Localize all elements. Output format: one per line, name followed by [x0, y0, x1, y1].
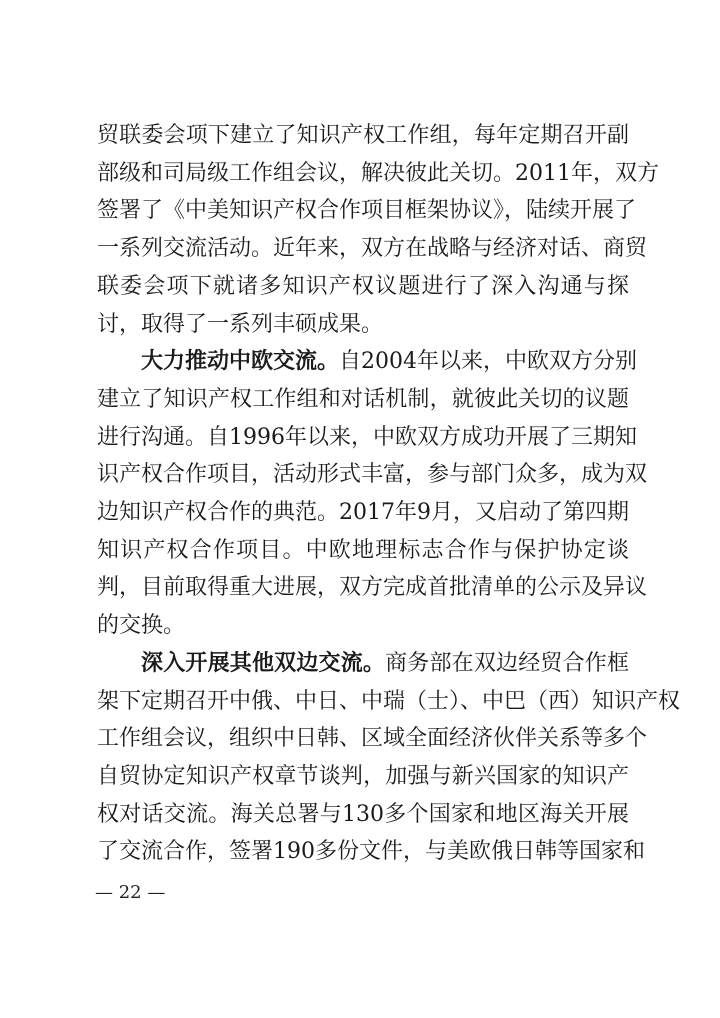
- text-line: 自贸协定知识产权章节谈判，加强与新兴国家的知识产: [97, 764, 629, 789]
- text-line: 工作组会议，组织中日韩、区域全面经济伙伴关系等多个: [97, 726, 648, 751]
- paragraph-heading: 大力推动中欧交流。: [141, 349, 340, 374]
- text-line: 进行沟通。自1996年以来，中欧双方成功开展了三期知: [97, 425, 637, 450]
- text-line: 联委会项下就诸多知识产权议题进行了深入沟通与探: [97, 274, 629, 299]
- text-line: 建立了知识产权工作组和对话机制，就彼此关切的议题: [97, 387, 629, 412]
- text-line: 一系列交流活动。近年来，双方在战略与经济对话、商贸: [97, 236, 648, 261]
- paragraph-first-line: [141, 347, 638, 377]
- text-line: 边知识产权合作的典范。2017年9月，又启动了第四期: [97, 500, 629, 525]
- paragraph-text: 商务部在双边经贸合作框: [385, 651, 629, 676]
- text-line: 知识产权合作项目。中欧地理标志合作与保护协定谈: [97, 538, 629, 563]
- text-line: 判，目前取得重大进展，双方完成首批清单的公示及异议: [97, 575, 648, 600]
- paragraph-heading: 深入开展其他双边交流。: [141, 651, 386, 676]
- text-line: 的交换。: [97, 613, 186, 638]
- text-line: 讨，取得了一系列丰硕成果。: [97, 312, 384, 337]
- text-line: 签署了《中美知识产权合作项目框架协议》，陆续开展了: [97, 198, 637, 223]
- text-line: 识产权合作项目，活动形式丰富，参与部门众多，成为双: [97, 462, 648, 487]
- text-line: 贸联委会项下建立了知识产权工作组，每年定期召开副: [97, 123, 629, 148]
- text-line: 了交流合作，签署190多份文件，与美欧俄日韩等国家和: [97, 839, 645, 864]
- paragraph-first-line: [141, 649, 629, 679]
- page-number: — 22 —: [95, 882, 166, 903]
- text-line: 架下定期召开中俄、中日、中瑞（士）、中巴（西）知识产权: [97, 689, 681, 714]
- text-line: 权对话交流。海关总署与130多个国家和地区海关开展: [97, 802, 629, 827]
- paragraph-text: 自2004年以来，中欧双方分别: [339, 349, 638, 374]
- text-line: 部级和司局级工作组会议，解决彼此关切。2011年，双方: [97, 161, 659, 186]
